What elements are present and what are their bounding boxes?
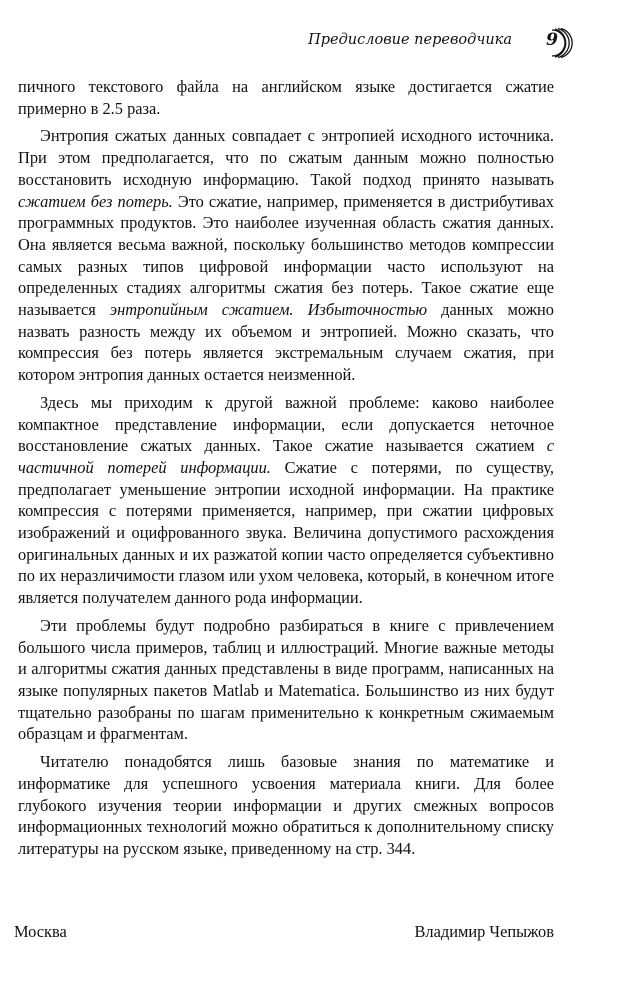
italic-term: энтропийным сжатием. Избыточностью bbox=[109, 300, 428, 320]
text-run: данных можно назвать разность между их объемом и энтропией. Можно сказать, что компрессия без потерь является экстремальным случаем сжатия, при котором энтропия данных остается неизменной. bbox=[18, 300, 554, 385]
italic-term: сжатием без потерь. bbox=[18, 191, 173, 211]
signature-place: Москва bbox=[14, 922, 67, 941]
text-run: Эти проблемы будут подробно разбираться в книге с привлечением большого числа примеров, таблиц и иллюстраций. Многие важные методы и алгоритмы сжатия данных представлены в виде программ, написанных на языке популярных пакетов Matlab и Matematica. Большинство из них будут тщательно разобраны по шагам применительно к конкретным сжимаемым образцам и фрагментам. bbox=[18, 615, 554, 744]
text-run: Сжатие с потерями, по существу, предполагает уменьшение энтропии исходной информации. На практике компрессия с потерями применяется, например, при сжатии цифровых изображений и оцифрованного звука. Величина допустимого расхождения оригинальных данных и их разжатой копии часто определяется субъективно по их неразличимости глазом или ухом человека, который, в конечном итоге является получателем данного рода информации. bbox=[18, 457, 554, 608]
page-number-badge bbox=[538, 28, 578, 58]
paragraph bbox=[18, 751, 554, 860]
paragraph bbox=[18, 76, 554, 119]
signature-author: Владимир Чепыжов bbox=[414, 922, 554, 941]
paragraph bbox=[18, 392, 554, 609]
running-header bbox=[0, 28, 630, 58]
header-title: Предисловие переводчика bbox=[308, 32, 512, 48]
text-run: Читателю понадобятся лишь базовые знания по математике и информатике для успешного усвоения материала книги. Для более глубокого изучения теории информации и других смежных вопросов информационных технологий можно обратиться к дополнительному списку литературы на русском языке, приведенному на стр. 344. bbox=[18, 752, 554, 858]
body-text bbox=[18, 76, 554, 866]
text-run: Энтропия сжатых данных совпадает с энтропией исходного источника. При этом предполагается, что по сжатым данным можно полностью восстановить исходную информацию. Такой подход принято называть bbox=[18, 126, 554, 189]
text-run: Здесь мы приходим к другой важной проблеме: каково наиболее компактное представление информации, если допускается неточное восстановление сжатых данных. Такое сжатие называется сжатием bbox=[18, 392, 554, 456]
paragraph bbox=[18, 125, 554, 385]
signature-line bbox=[14, 922, 554, 946]
text-run: Это сжатие, например, применяется в дистрибутивах программных продуктов. Это наиболее изученная область сжатия данных. Она является весьма важной, поскольку большинство методов компрессии самых разных типов цифровой информации часто используют на определенных стадиях алгоритмы сжатия без потерь. Такое сжатие еще называется bbox=[18, 191, 554, 320]
italic-term: с частичной потерей информации. bbox=[18, 436, 554, 477]
page-number: 9 bbox=[546, 30, 558, 50]
text-run: пичного текстового файла на английском языке достигается сжатие примерно в 2.5 раза. bbox=[18, 77, 554, 118]
paragraph bbox=[18, 615, 554, 745]
